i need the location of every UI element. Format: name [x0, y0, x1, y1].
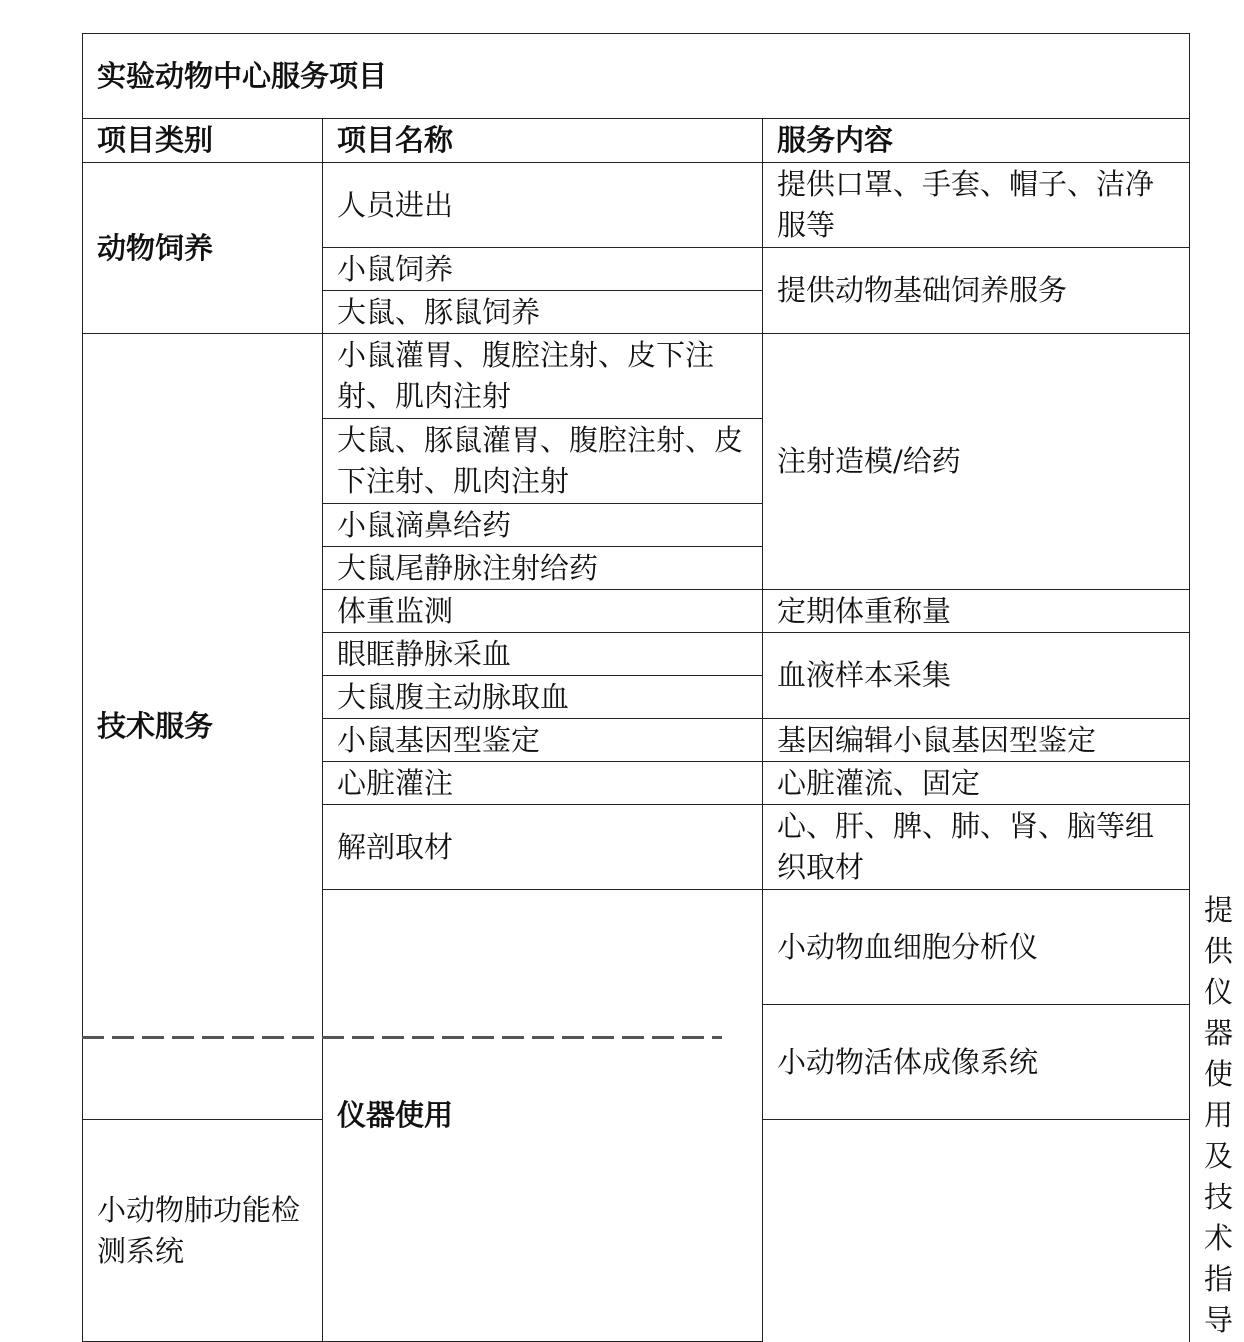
header-service-content: 服务内容 [763, 119, 1190, 163]
item-cell: 大鼠、豚鼠灌胃、腹腔注射、皮下注射、肌肉注射 [323, 419, 763, 504]
service-table [82, 33, 1234, 1342]
category-cell: 仪器使用 [323, 890, 763, 1342]
header-item-name: 项目名称 [323, 119, 763, 163]
category-cell: 动物饲养 [83, 163, 323, 334]
item-cell: 人员进出 [323, 163, 763, 248]
table-row [83, 163, 1190, 248]
category-cell: 技术服务 [83, 334, 323, 1120]
table-row: 仪器使用 小动物血细胞分析仪 提供仪器使用及技术指导 [83, 890, 1190, 1005]
item-cell: 小动物血细胞分析仪 [763, 890, 1190, 1005]
item-cell: 大鼠尾静脉注射给药 [323, 547, 763, 590]
item-cell: 小动物活体成像系统 [763, 1005, 1190, 1120]
service-cell: 基因编辑小鼠基因型鉴定 [763, 719, 1190, 762]
item-cell: 心脏灌注 [323, 762, 763, 805]
cropped-footer-text [82, 1030, 722, 1039]
item-cell: 眼眶静脉采血 [323, 633, 763, 676]
item-cell: 小鼠滴鼻给药 [323, 504, 763, 547]
table-row [83, 334, 1190, 419]
item-cell: 小鼠饲养 [323, 248, 763, 291]
item-cell: 大鼠、豚鼠饲养 [323, 291, 763, 334]
item-cell: 体重监测 [323, 590, 763, 633]
item-cell: 小鼠灌胃、腹腔注射、皮下注射、肌肉注射 [323, 334, 763, 419]
service-cell: 提供口罩、手套、帽子、洁净服等 [763, 163, 1190, 248]
service-cell: 心、肝、脾、肺、肾、脑等组织取材 [763, 805, 1190, 890]
item-cell: 解剖取材 [323, 805, 763, 890]
service-cell: 心脏灌流、固定 [763, 762, 1190, 805]
service-cell: 提供动物基础饲养服务 [763, 248, 1190, 334]
service-cell: 注射造模/给药 [763, 334, 1190, 590]
header-category: 项目类别 [83, 119, 323, 163]
service-cell: 血液样本采集 [763, 633, 1190, 719]
item-cell: 大鼠腹主动脉取血 [323, 676, 763, 719]
item-cell: 小动物肺功能检测系统 [83, 1120, 323, 1342]
item-cell: 小鼠基因型鉴定 [323, 719, 763, 762]
service-cell: 定期体重称量 [763, 590, 1190, 633]
table-title: 实验动物中心服务项目 [83, 34, 1190, 119]
header-row [83, 119, 1190, 163]
